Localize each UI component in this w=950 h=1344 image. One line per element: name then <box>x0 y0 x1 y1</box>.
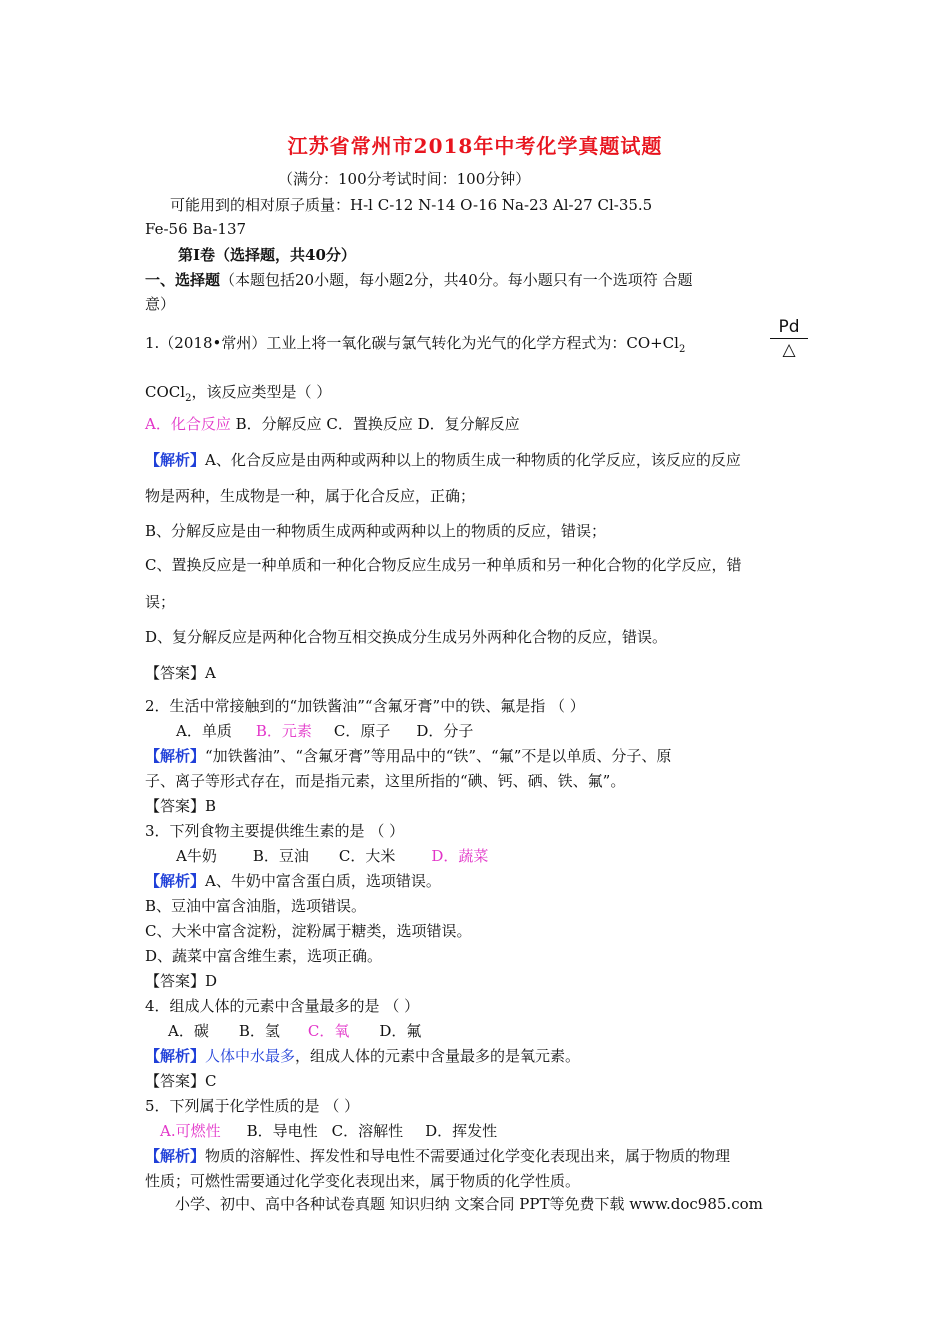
q4-option-c: C．氧 <box>307 1022 350 1040</box>
q1-analysis-4: C、置换反应是一种单质和一种化合物反应生成另一种单质和另一种化合物的化学反应，错 <box>145 556 742 574</box>
q2-option-b: B．元素 <box>255 722 312 740</box>
analysis-label: 【解析】 <box>145 451 206 469</box>
q5-option-b: B．导电性 <box>246 1122 318 1140</box>
q1-stem <box>145 333 685 360</box>
q1-question: ，该反应类型是（ ） <box>191 383 332 401</box>
q3-analysis-3: C、大米中富含淀粉，淀粉属于糖类，选项错误。 <box>145 922 472 940</box>
q5-analysis-1 <box>145 1146 730 1166</box>
page-footer: 小学、初中、高中各种试卷真题 知识归纳 文案合同 PPT等免费下载 www.doc985.com <box>175 1195 763 1213</box>
q1-stem-text: 1.（2018•常州）工业上将一氧化碳与氯气转化为光气的化学方程式为：CO+Cl <box>145 334 679 352</box>
q1-analysis-3: B、分解反应是由一种物质生成两种或两种以上的物质的反应，错误； <box>145 522 607 540</box>
q4-stem: 4．组成人体的元素中含量最多的是 （ ） <box>145 997 420 1015</box>
q3-analysis-1 <box>145 871 441 891</box>
q3-analysis-2: B、豆油中富含油脂，选项错误。 <box>145 897 367 915</box>
analysis-text: “加铁酱油”、“含氟牙膏”等用品中的“铁”、“氟”不是以单质、分子、原 <box>205 747 672 765</box>
q5-analysis-2: 性质；可燃性需要通过化学变化表现出来，属于物质的化学性质。 <box>145 1172 581 1190</box>
q1-product: COCl <box>145 383 186 401</box>
q5-option-c: C．溶解性 <box>331 1122 404 1140</box>
atomic-mass-line-2: Fe-56 Ba-137 <box>145 220 247 238</box>
analysis-text: 物质的溶解性、挥发性和导电性不需要通过化学变化表现出来，属于物质的物理 <box>205 1147 731 1165</box>
analysis-text: ，组成人体的元素中含量最多的是氧元素。 <box>295 1047 581 1065</box>
q1-analysis-6: D、复分解反应是两种化合物互相交换成分生成另外两种化合物的反应，错误。 <box>145 628 668 646</box>
q3-option-b: B．豆油 <box>252 847 309 865</box>
q4-option-b: B．氢 <box>238 1022 280 1040</box>
exam-meta: （满分：100分考试时间：100分钟） <box>278 170 531 188</box>
q2-analysis-1 <box>145 746 671 766</box>
q4-options <box>168 1021 421 1041</box>
q3-analysis-4: D、蔬菜中富含维生素，选项正确。 <box>145 947 383 965</box>
q1-options-rest: B．分解反应 C．置换反应 D．复分解反应 <box>230 415 520 433</box>
q1-stem-cont <box>145 382 331 409</box>
reaction-condition <box>770 318 808 359</box>
q3-stem: 3．下列食物主要提供维生素的是 （ ） <box>145 822 405 840</box>
catalyst-label: Pd <box>778 317 800 337</box>
q1-analysis-2: 物是两种，生成物是一种，属于化合反应，正确； <box>145 487 476 505</box>
q3-option-a: A牛奶 <box>176 847 217 865</box>
q3-options <box>176 846 488 866</box>
q5-options <box>160 1121 497 1141</box>
heat-symbol: △ <box>782 340 796 360</box>
analysis-label: 【解析】 <box>145 747 206 765</box>
q2-analysis-2: 子、离子等形式存在，而是指元素，这里所指的“碘、钙、硒、铁、氟”。 <box>145 772 626 790</box>
q1-analysis-1 <box>145 450 741 470</box>
section-title: 第Ⅰ卷（选择题，共40分） <box>178 246 356 264</box>
q4-analysis <box>145 1046 580 1066</box>
q1-analysis-5: 误； <box>145 593 176 611</box>
q3-option-d: D．蔬菜 <box>431 847 489 865</box>
q1-product-subscript: 2 <box>185 393 192 404</box>
q2-option-d: D．分子 <box>416 722 474 740</box>
q2-stem: 2．生活中常接触到的“加铁酱油”“含氟牙膏”中的铁、氟是指 （ ） <box>145 697 585 715</box>
q2-option-a: A．单质 <box>176 722 232 740</box>
q1-options <box>145 414 520 434</box>
q5-stem: 5．下列属于化学性质的是 （ ） <box>145 1097 360 1115</box>
q1-answer: 【答案】A <box>145 664 216 682</box>
q5-option-a: A.可燃性 <box>160 1122 221 1140</box>
q4-option-a: A．碳 <box>168 1022 209 1040</box>
q3-answer: 【答案】D <box>145 972 218 990</box>
analysis-label: 【解析】 <box>145 872 206 890</box>
analysis-label: 【解析】 <box>145 1147 206 1165</box>
q1-stem-subscript: 2 <box>678 344 686 355</box>
analysis-highlight: 人体中水最多 <box>205 1047 296 1065</box>
analysis-text: A、化合反应是由两种或两种以上的物质生成一种物质的化学反应，该反应的反应 <box>205 451 741 469</box>
reaction-arrow-bar <box>770 338 808 339</box>
q2-options <box>176 721 473 741</box>
page-title: 江苏省常州市2018年中考化学真题试题 <box>287 134 663 158</box>
part1-desc-cont: 意） <box>145 295 176 313</box>
q2-answer: 【答案】B <box>145 797 217 815</box>
q4-option-d: D．氟 <box>379 1022 422 1040</box>
part1-instructions <box>145 270 693 290</box>
q2-option-c: C．原子 <box>333 722 391 740</box>
part1-desc: （本题包括20小题，每小题2分，共40分。每小题只有一个选项符 合题 <box>220 271 693 289</box>
q4-answer: 【答案】C <box>145 1072 217 1090</box>
analysis-label: 【解析】 <box>145 1047 206 1065</box>
q5-option-d: D．挥发性 <box>425 1122 498 1140</box>
part1-heading: 一、选择题 <box>145 271 221 289</box>
q1-option-a: A．化合反应 <box>145 415 231 433</box>
analysis-text: A、牛奶中富含蛋白质，选项错误。 <box>205 872 441 890</box>
q3-option-c: C．大米 <box>338 847 396 865</box>
atomic-mass-line-1: 可能用到的相对原子质量：H-l C-12 N-14 O-16 Na-23 Al-27 Cl-35.5 <box>170 196 653 214</box>
